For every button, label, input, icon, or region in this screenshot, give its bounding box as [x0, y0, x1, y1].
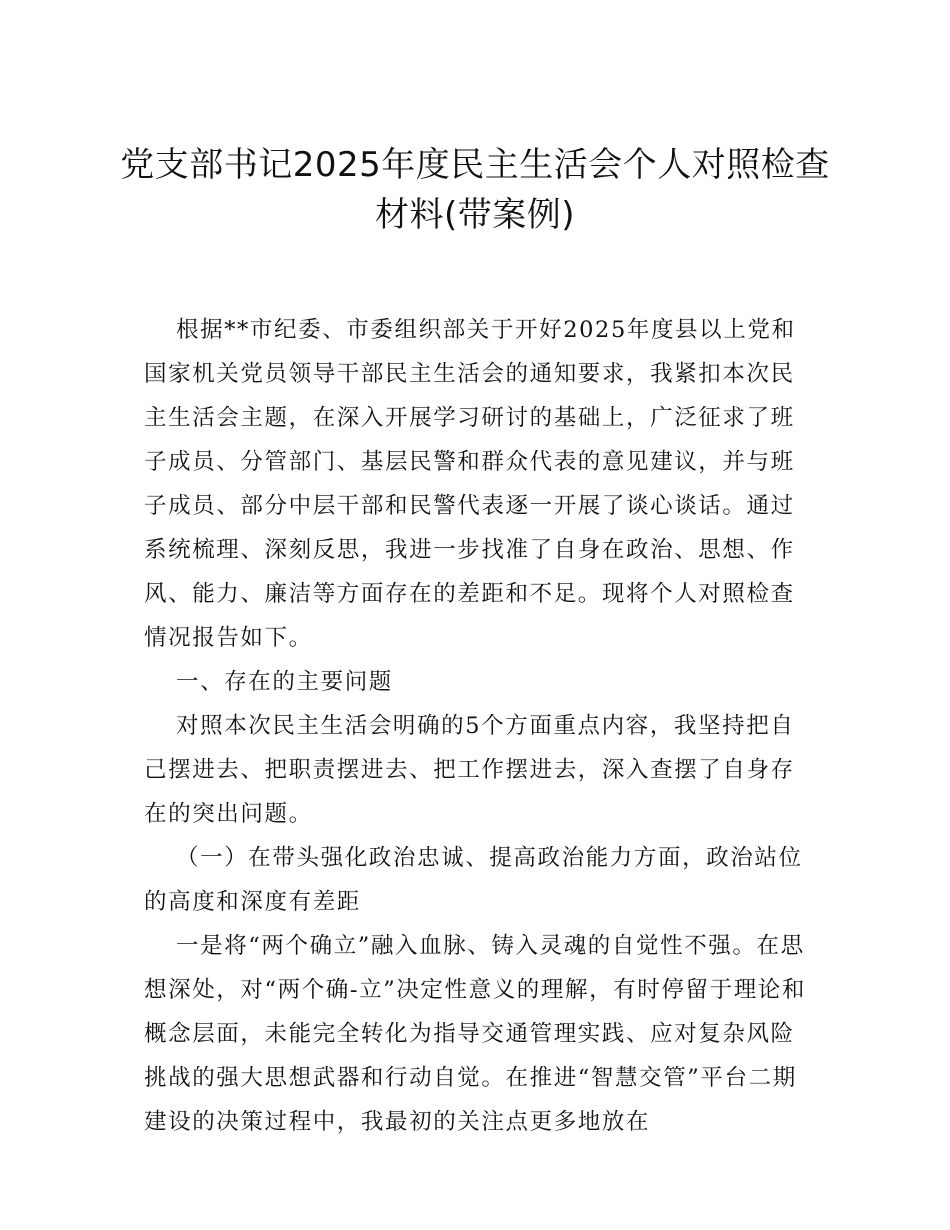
paragraph-intro: 根据**市纪委、市委组织部关于开好2025年度县以上党和国家机关党员领导干部民主生活会的通知要求，我紧扣本次民主生活会主题，在深入开展学习研讨的基础上，广泛征求了班子成员、分管部门、基层民警和群众代表的意见建议，并与班子成员、部分中层干部和民警代表逐一开展了谈心谈话。通过系统梳理、深刻反思，我进一步找准了自身在政治、思想、作风、能力、廉洁等方面存在的差距和不足。现将个人对照检查情况报告如下。 — [144, 317, 796, 651]
section-heading: 一、存在的主要问题 — [176, 669, 393, 695]
document-title — [80, 140, 870, 240]
paragraph-point-one: 一是将“两个确立”融入血脉、铸入灵魂的自觉性不强。在思想深处，对“两个确-立”决定性意义的理解，有时停留于理论和概念层面，未能完全转化为指导交通管理实践、应对复杂风险挑战的强大思想武器和行动自觉。在推进“智慧交管”平台二期建设的决策过程中，我最初的关注点更多地放在 — [144, 933, 807, 1135]
title-line-2: 材料(带案例) — [374, 195, 576, 235]
paragraph-overview: 对照本次民主生活会明确的5个方面重点内容，我坚持把自己摆进去、把职责摆进去、把工作摆进去，深入查摆了自身存在的突出问题。 — [144, 713, 795, 827]
title-line-1: 党支部书记2025年度民主生活会个人对照检查 — [120, 145, 830, 185]
subsection-heading: （一）在带头强化政治忠诚、提高政治能力方面，政治站位的高度和深度有差距 — [144, 845, 803, 915]
document-body — [144, 308, 814, 1144]
